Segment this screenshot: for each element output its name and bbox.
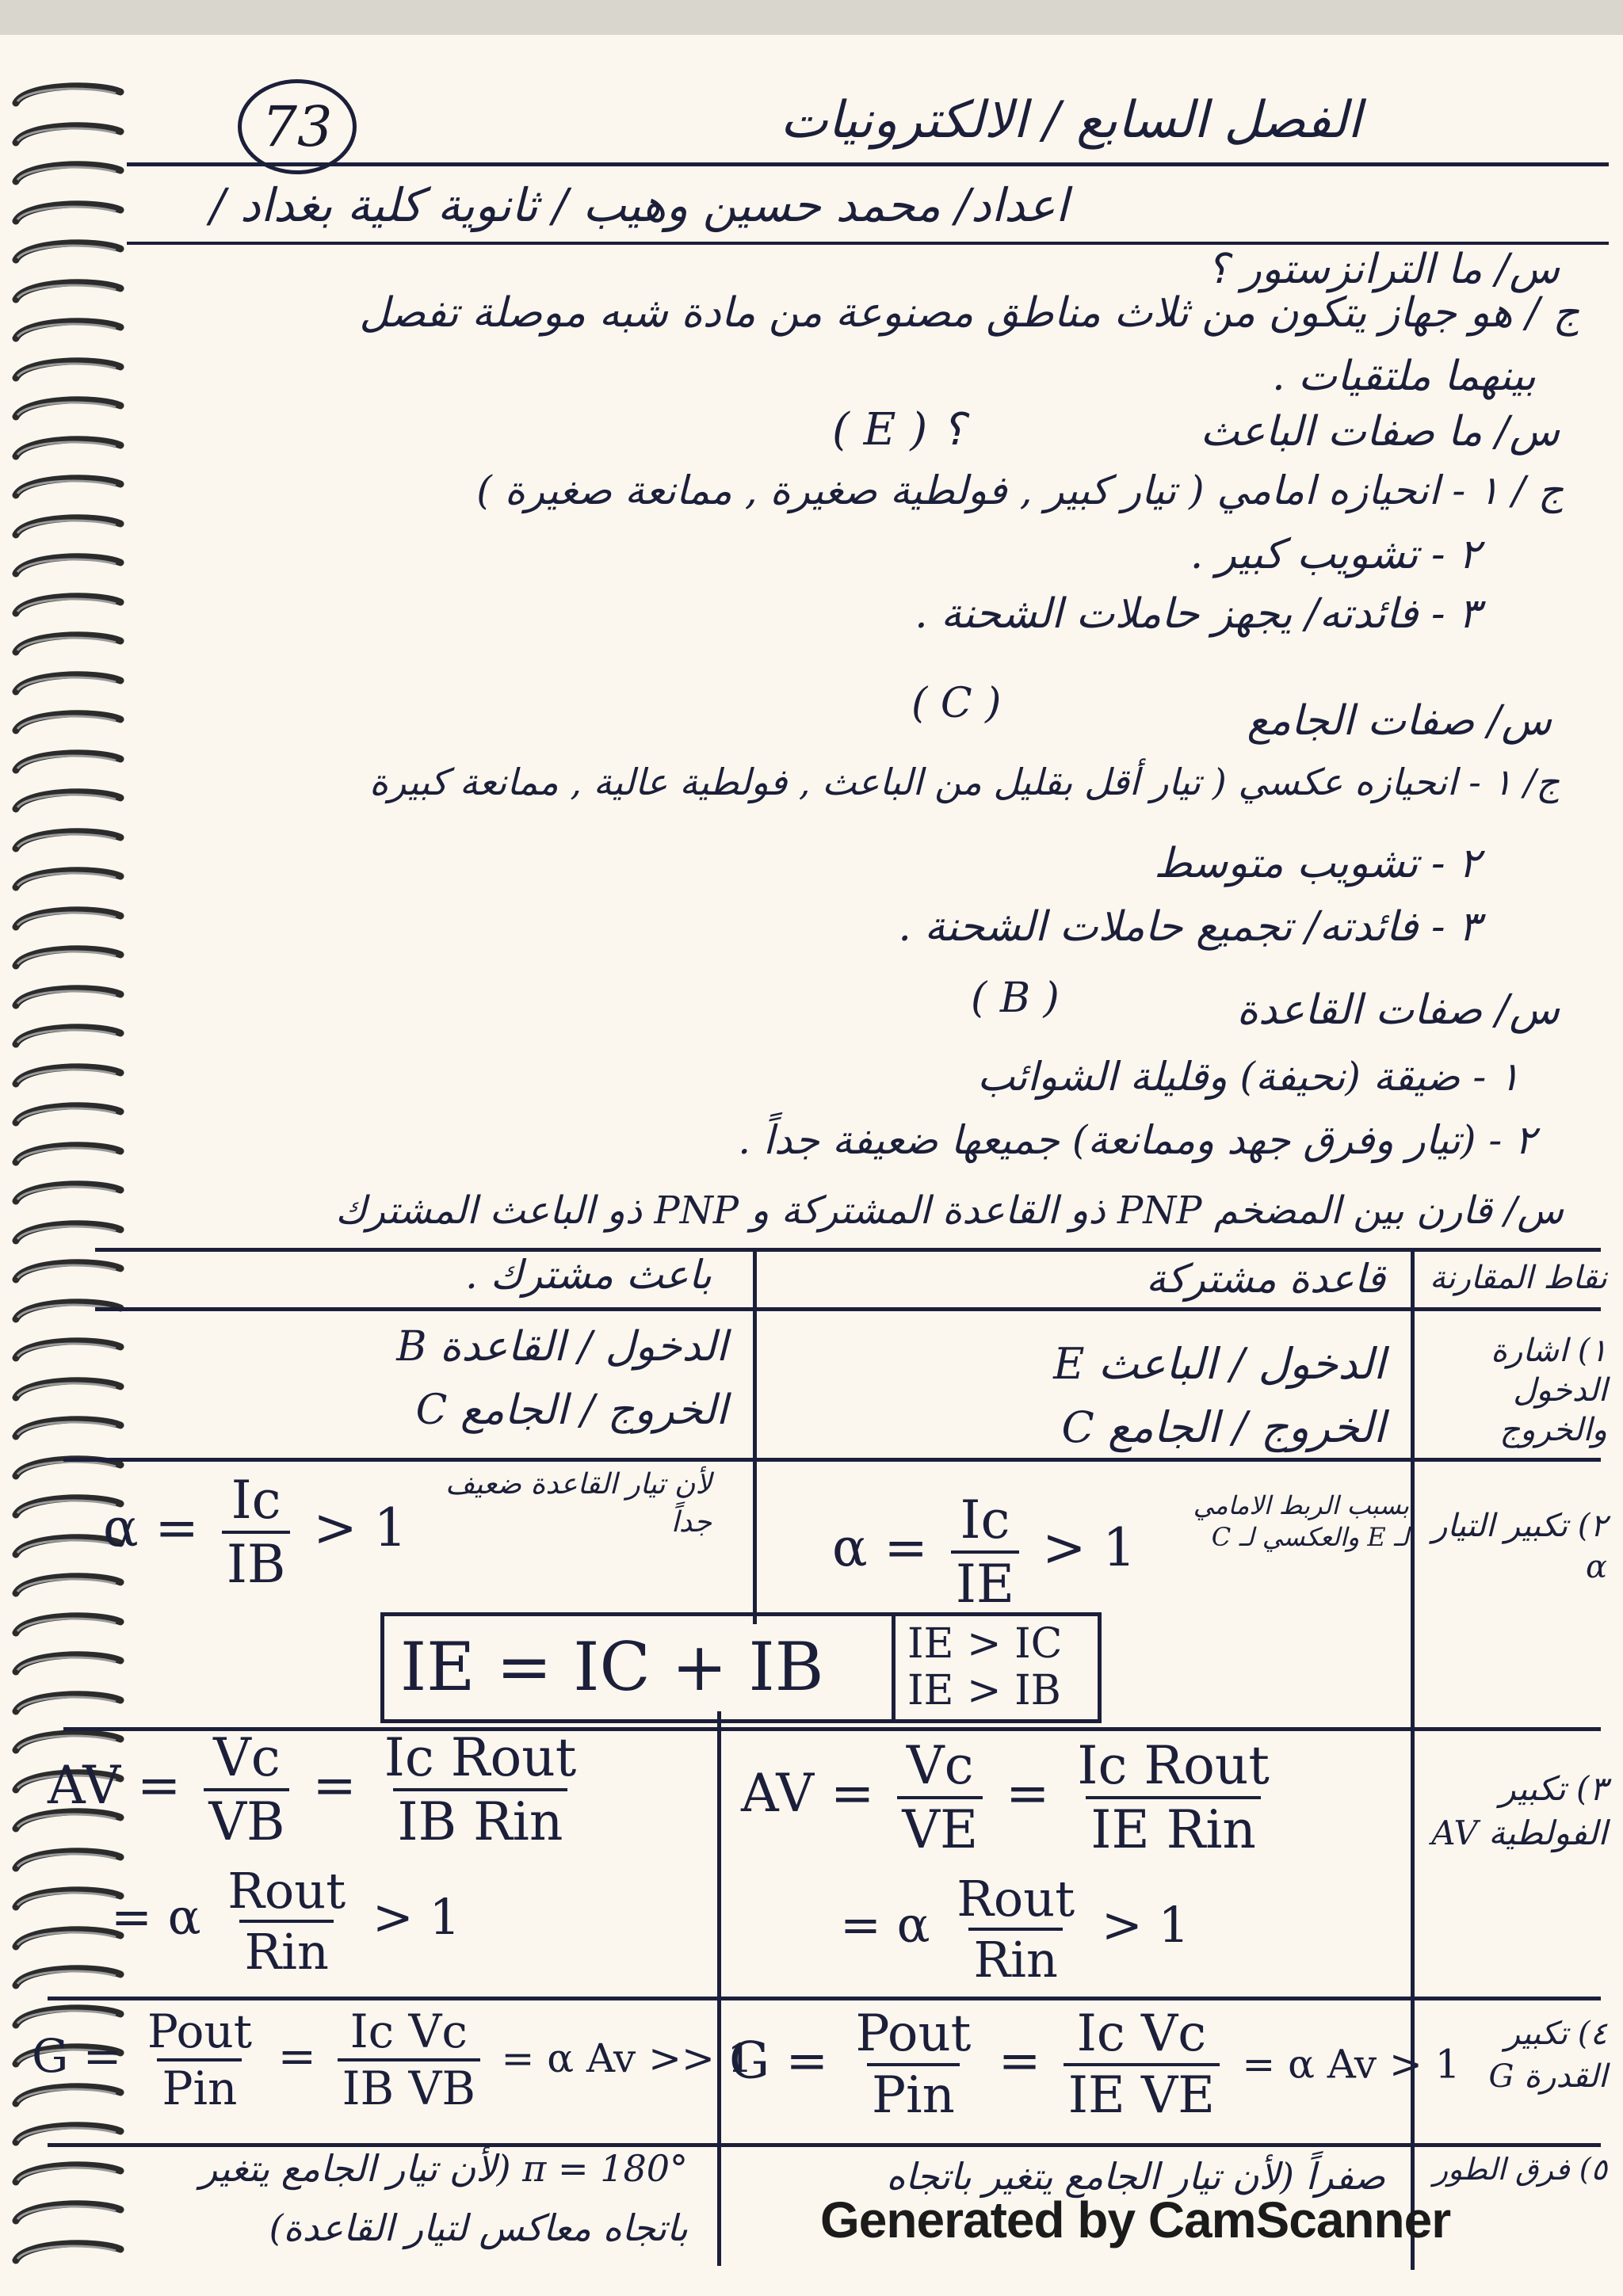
table-mid-divider-top — [753, 1248, 757, 1624]
current-relation-main: IE = IC + IB — [400, 1628, 824, 1706]
spiral-ring — [10, 1138, 128, 1170]
spiral-ring — [10, 511, 128, 543]
camscanner-watermark: Generated by CamScanner — [820, 2191, 1451, 2248]
question-2-symbol: ( E ) ؟ — [832, 404, 965, 456]
spiral-ring — [10, 1648, 128, 1680]
box-divider — [892, 1616, 896, 1719]
chapter-title: الفصل السابع / الالكترونيات — [780, 91, 1361, 150]
question-1: س/ ما الترانزستور ؟ — [1206, 246, 1560, 293]
row4-base-formula: G = $\frac{\text{Pout}}{\text{Pin}}$ = $\frac{\text{Ic Vc}}{\text{IE VE}}$ = α Av > 1 — [729, 2004, 1461, 2125]
current-relation-1: IE > IC — [907, 1620, 1063, 1668]
spiral-ring — [10, 825, 128, 856]
row1-base-line-1: الدخول / الباعث E — [1053, 1339, 1385, 1389]
answer-4-line-1: ١ - ضيقة (نحيفة) وقليلة الشوائب — [977, 1054, 1520, 1100]
answer-3-line-3: ٣ - فائدته/ تجميع حاملات الشحنة . — [898, 903, 1480, 951]
question-3: س/ صفات الجامع — [1247, 697, 1552, 745]
spiral-ring — [10, 1060, 128, 1092]
table-header-border — [95, 1307, 1601, 1311]
row5-emitter-line-2: باتجاه معاكس لتيار القاعدة) — [269, 2206, 688, 2249]
spiral-ring — [10, 2237, 128, 2268]
spiral-ring — [10, 707, 128, 738]
spiral-ring — [10, 197, 128, 229]
spiral-ring — [10, 1374, 128, 1405]
spiral-ring — [10, 2158, 128, 2190]
spiral-ring — [10, 785, 128, 817]
question-2: س/ ما صفات الباعث — [1200, 408, 1560, 456]
row5-point: ٥) فرق الطور — [1433, 2152, 1607, 2187]
row2-base-formula: α = $\frac{Ic}{IE}$ > 1 — [832, 1489, 1136, 1615]
spiral-ring — [10, 119, 128, 151]
header-rule-1 — [127, 162, 1609, 166]
spiral-ring — [10, 668, 128, 700]
row3-emitter-formula-line-2: = α $\frac{\text{Rout}}{\text{Rin}}$ > 1 — [111, 1862, 460, 1981]
spiral-ring — [10, 1256, 128, 1287]
spiral-ring — [10, 942, 128, 974]
spiral-ring — [10, 2197, 128, 2229]
table-top-border — [95, 1248, 1601, 1252]
spiral-ring — [10, 79, 128, 111]
spiral-ring — [10, 1020, 128, 1052]
spiral-ring — [10, 589, 128, 621]
question-4: س/ صفات القاعدة — [1236, 986, 1560, 1034]
spiral-ring — [10, 158, 128, 189]
current-relation-box — [380, 1612, 1102, 1723]
row3-point: ٣) تكبير الفولطية AV — [1431, 1769, 1607, 1852]
row1-emitter-line-2: الخروج / الجامع C — [415, 1386, 727, 1434]
spiral-ring — [10, 550, 128, 582]
spiral-ring — [10, 393, 128, 425]
answer-3-line-1: ج/ ١ - انحيازه عكسي ( تيار أقل بقليل من الباعث , فولطية عالية , ممانعة كبيرة — [369, 761, 1560, 803]
spiral-ring — [10, 354, 128, 386]
spiral-ring — [10, 746, 128, 778]
answer-4-line-2: ٢ - (تيار وفرق جهد وممانعة) جميعها ضعيفة جداً . — [738, 1117, 1536, 1163]
author-line: اعداد/ محمد حسين وهيب / ثانوية كلية بغداد / — [209, 178, 1068, 232]
answer-2-line-1: ج / ١ - انحيازه امامي ( تيار كبير , فولطية صغيرة , ممانعة صغيرة ) — [476, 467, 1564, 513]
question-3-symbol: ( C ) — [911, 680, 1002, 727]
answer-2-line-2: ٢ - تشويب كبير . — [1190, 531, 1480, 578]
spiral-ring — [10, 1413, 128, 1444]
spiral-ring — [10, 433, 128, 464]
spiral-ring — [10, 1217, 128, 1249]
answer-2-line-3: ٣ - فائدته/ يجهز حاملات الشحنة . — [915, 590, 1480, 638]
table-row-1-border — [63, 1458, 1601, 1462]
header-rule-2 — [127, 242, 1609, 245]
row5-emitter-line-1: π = 180° (لأن تيار الجامع يتغير — [200, 2147, 688, 2190]
table-row-3-border — [48, 1997, 1601, 2000]
row5-base-text: صفراً (لأن تيار الجامع يتغير باتجاه — [886, 2155, 1385, 2198]
spiral-ring — [10, 903, 128, 935]
row1-base-line-2: الخروج / الجامع C — [1061, 1402, 1385, 1452]
row3-base-formula-line-1: AV = $\frac{Vc}{VE}$ = $\frac{\text{Ic Rout}}{\text{IE Rin}}$ — [741, 1735, 1270, 1860]
compare-question: س/ قارن بين المضخم PNP ذو القاعدة المشتركة و PNP ذو الباعث المشترك — [335, 1188, 1564, 1233]
answer-3-line-2: ٢ - تشويب متوسط — [1154, 840, 1480, 887]
spiral-ring — [10, 276, 128, 307]
spiral-ring — [10, 982, 128, 1013]
row4-point: ٤) تكبير القدرة G — [1488, 2016, 1607, 2095]
header-points: نقاط المقارنة — [1429, 1260, 1607, 1296]
paper-top-edge — [0, 0, 1623, 35]
row1-emitter-line-1: الدخول / القاعدة B — [396, 1323, 727, 1371]
spiral-ring — [10, 1688, 128, 1719]
spiral-ring — [10, 1334, 128, 1366]
current-relation-2: IE > IB — [907, 1667, 1061, 1714]
row3-base-formula-line-2: = α $\frac{\text{Rout}}{\text{Rin}}$ > 1 — [840, 1870, 1190, 1989]
answer-1-line-2: بينهما ملتقيات . — [1272, 353, 1536, 400]
question-4-symbol: ( B ) — [971, 974, 1060, 1022]
spiral-ring — [10, 236, 128, 268]
spiral-ring — [10, 1099, 128, 1131]
header-common-base: قاعدة مشتركة — [1146, 1256, 1385, 1302]
spiral-ring — [10, 864, 128, 895]
spiral-ring — [10, 315, 128, 346]
row2-emitter-note: لأن تيار القاعدة ضعيف جداً — [445, 1468, 712, 1539]
page-number: 73 — [238, 79, 357, 174]
row4-emitter-formula: G = $\frac{\text{Pout}}{\text{Pin}}$ = $\frac{\text{Ic Vc}}{\text{IB VB}}$ = α Av >> 1 — [32, 2004, 753, 2115]
spiral-ring — [10, 1177, 128, 1209]
row2-base-note: بسبب الربط الامامي لـ E والعكسي لـ C — [1193, 1490, 1409, 1552]
spiral-ring — [10, 1609, 128, 1641]
row3-emitter-formula-line-1: AV = $\frac{Vc}{VB}$ = $\frac{\text{Ic Rout}}{\text{IB Rin}}$ — [48, 1727, 577, 1852]
row2-point: ٢) تكبير التيار α — [1432, 1508, 1607, 1585]
row2-emitter-formula: α = $\frac{Ic}{IB}$ > 1 — [103, 1470, 407, 1595]
spiral-ring — [10, 471, 128, 503]
row1-point: ١) اشارة الدخول والخروج — [1491, 1333, 1607, 1448]
header-common-emitter: باعث مشترك . — [464, 1252, 712, 1298]
table-mid-divider-bottom — [717, 1711, 721, 2266]
spiral-ring — [10, 628, 128, 660]
answer-1-line-1: ج / هو جهاز يتكون من ثلاث مناطق مصنوعة من مادة شبه موصلة تفصل — [359, 289, 1579, 337]
